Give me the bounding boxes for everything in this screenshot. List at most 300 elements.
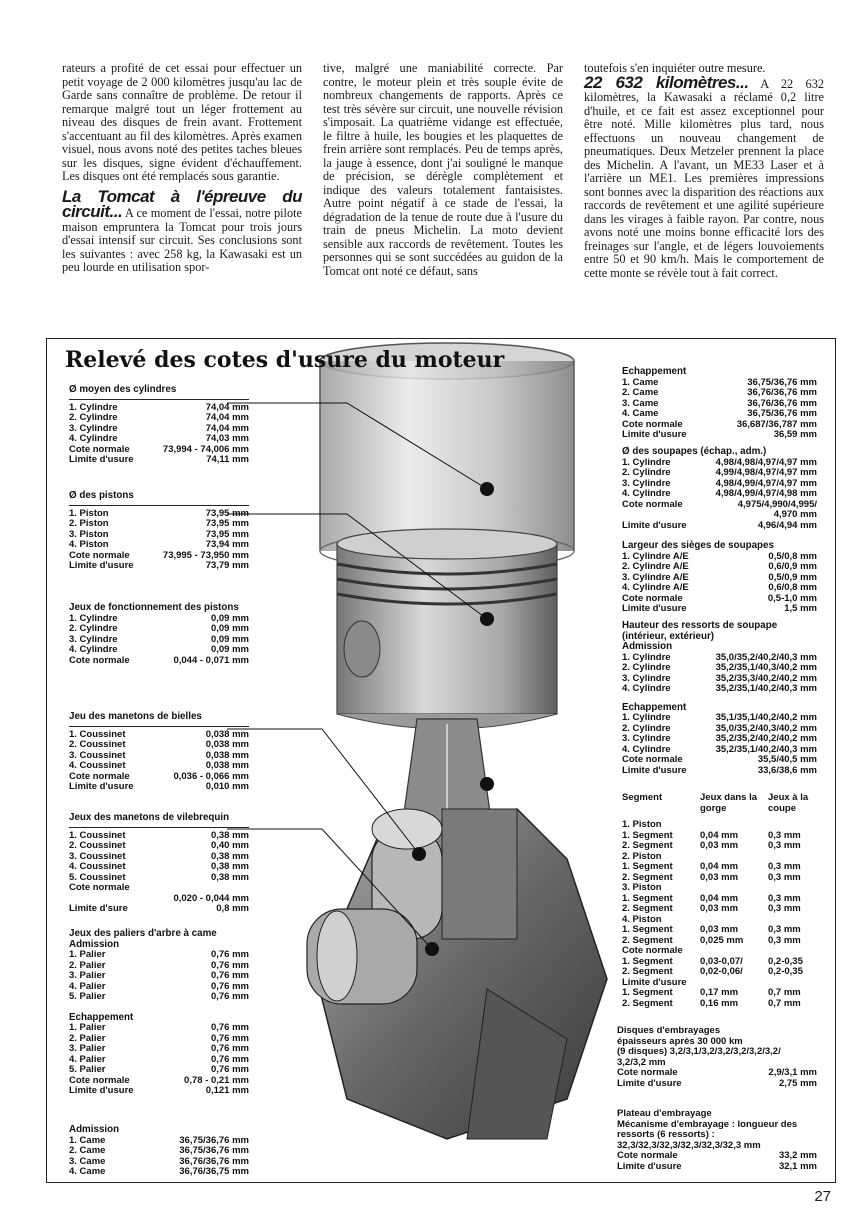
row-cell: 0,04 mm	[700, 892, 739, 904]
row-label: 4. Cylindre	[622, 743, 671, 755]
wear-table-box	[46, 338, 836, 1183]
row-cell: 0,3 mm	[768, 871, 801, 883]
row-label: 4. Piston	[69, 539, 109, 550]
article-text: A 22 632 kilomètres, la Kawasaki a réclamé 0,2 litre d'huile, et ce fait est assez exceptionnel pour être noté. Mille kilomètres plus tard, nous effectuons un nouveau changement de pneumatiques. Deux Metzeler prennent la place des Michelin. A l'avant, un ME33 Laser et à l'arrière un ME1. Les premières impressions sont bonnes avec la disparition des réactions aux raccords de revêtement et une agilité supérieure dans les virages à faible rayon. Par contre, nous avons noté une moins bonne efficacité lors des freinages sur l'angle, et de légers louvoiements entre 50 et 90 km/h. Mais le comportement de cette monte se révèle tout à fait correct.	[584, 76, 824, 280]
row-cell: 0,04 mm	[700, 861, 739, 872]
section-title: Echappement	[622, 366, 687, 377]
divider	[69, 726, 249, 727]
row-value: 74,11 mm	[206, 454, 249, 465]
table-row	[622, 755, 817, 766]
row-label: 3. Cylindre	[69, 633, 118, 645]
row-value: 0,010 mm	[205, 781, 249, 792]
pistons-section	[69, 491, 249, 572]
table-row	[69, 624, 249, 635]
row-value: 0,76 mm	[210, 1022, 249, 1033]
row-value: 35,5/40,5 mm	[757, 754, 817, 765]
table-row	[622, 562, 817, 573]
row-label: 3. Coussinet	[69, 850, 126, 862]
row-cell: 3. Piston	[622, 882, 662, 893]
cam-exhaust-rows	[622, 378, 817, 441]
table-row	[69, 519, 249, 530]
table-row	[622, 489, 817, 500]
row-label: 2. Piston	[69, 518, 109, 529]
subsection-title: Admission	[622, 641, 673, 652]
row-value: 4,96/4,94 mm	[757, 519, 817, 531]
table-row	[69, 1086, 249, 1097]
row-label: 5. Coussinet	[69, 871, 126, 883]
row-value: 0,038 mm	[205, 728, 249, 740]
row-cell: 0,03 mm	[700, 924, 739, 935]
article-column-2	[323, 62, 563, 278]
row-cell: 0,03-0,07/	[700, 955, 743, 967]
row-cell: 0,16 mm	[700, 997, 739, 1009]
table-row	[69, 455, 249, 466]
row-value: 4,98/4,99/4,97/4,97 mm	[715, 477, 817, 489]
table-row	[617, 1162, 817, 1173]
row-value: 0,6/0,8 mm	[768, 582, 817, 593]
row-label: 5. Palier	[69, 991, 106, 1002]
row-label: 1. Cylindre	[69, 612, 118, 624]
row-label: 1. Cylindre	[69, 401, 118, 413]
row-value: 36,75/36,76 mm	[179, 1145, 249, 1156]
crank-journal-rows	[69, 831, 249, 915]
row-label: 3. Cylindre	[622, 733, 671, 744]
table-row	[69, 883, 249, 894]
row-value: 0,76 mm	[210, 1064, 249, 1075]
row-cell: 0,3 mm	[768, 934, 801, 946]
row-value: 36,687/36,787 mm	[736, 418, 817, 430]
table-row	[69, 740, 249, 751]
row-value: 73,95 mm	[205, 507, 249, 519]
row-label: 5. Palier	[69, 1064, 106, 1075]
rings-col-groove: Jeux dans la gorge	[700, 792, 758, 814]
table-row	[622, 468, 817, 479]
valve-seats-rows	[622, 552, 817, 615]
clutch-discs-line: épaisseurs après 30 000 km	[617, 1035, 743, 1047]
row-cell	[768, 946, 824, 957]
row-cell: 1. Segment	[622, 892, 673, 904]
row-cell: 2. Segment	[622, 997, 673, 1009]
row-label: 2. Cylindre	[622, 722, 671, 734]
row-label: 1. Cylindre	[622, 712, 671, 723]
table-row	[622, 734, 817, 745]
row-cell	[768, 883, 824, 894]
row-cell: 4. Piston	[622, 913, 662, 925]
table-row	[69, 782, 249, 793]
table-row	[69, 656, 249, 667]
section-title: Jeu des manetons de bielles	[69, 711, 202, 722]
row-value: 1,5 mm	[784, 603, 817, 614]
row-value: 4,98/4,98/4,97/4,97 mm	[715, 456, 817, 468]
row-value: 73,79 mm	[205, 560, 249, 571]
table-row	[69, 540, 249, 551]
row-cell: 0,04 mm	[700, 829, 739, 841]
clutch-discs-line: Disques d'embrayages	[617, 1025, 721, 1036]
subsection-title: Echappement	[622, 701, 687, 713]
row-label: Limite d'usure	[622, 764, 687, 776]
row-value: 0,121 mm	[205, 1085, 249, 1096]
table-row	[622, 766, 817, 777]
row-value: 0,38 mm	[210, 871, 249, 883]
rings-header	[622, 793, 827, 814]
row-cell	[700, 883, 768, 894]
row-value: 0,038 mm	[205, 749, 249, 761]
row-cell: Limite d'usure	[622, 976, 687, 988]
table-row	[622, 388, 817, 399]
cylinders-rows	[69, 403, 249, 466]
table-row	[622, 946, 827, 957]
table-row	[622, 510, 817, 521]
row-value: 73,95 mm	[205, 528, 249, 540]
row-label: Cote normale	[622, 498, 683, 510]
table-row	[69, 1167, 249, 1178]
row-label: 2. Palier	[69, 1032, 106, 1044]
row-value: 0,76 mm	[210, 1032, 249, 1044]
divider	[69, 505, 249, 506]
piston-rings-section	[622, 793, 827, 1009]
row-value: 0,76 mm	[210, 1053, 249, 1065]
clutch-plate-section	[617, 1109, 817, 1172]
row-value: 0,38 mm	[210, 861, 249, 872]
article-paragraph: toutefois s'en inquiéter outre mesure.	[584, 61, 766, 75]
row-label: 4. Cylindre	[622, 488, 671, 499]
row-label: 2. Coussinet	[69, 739, 126, 750]
row-label: 1. Piston	[69, 507, 109, 519]
table-row	[622, 988, 827, 999]
row-label: Cote normale	[622, 592, 683, 604]
camshaft-bearing-intake-rows	[69, 950, 249, 1003]
section-title: Jeux des manetons de vilebrequin	[69, 812, 230, 823]
row-value: 35,0/35,2/40,3/40,2 mm	[715, 722, 817, 734]
row-label: Limite d'sure	[69, 903, 128, 914]
row-value: 36,75/36,76 mm	[747, 408, 817, 419]
row-label: 3. Came	[69, 1155, 106, 1167]
row-value: 36,76/36,76 mm	[747, 397, 817, 409]
table-row	[622, 967, 827, 978]
table-row	[622, 604, 817, 615]
row-value: 36,75/36,76 mm	[179, 1134, 249, 1146]
row-label: 2. Palier	[69, 959, 106, 971]
row-value: 36,76/36,76 mm	[179, 1155, 249, 1167]
row-value: 32,1 mm	[778, 1160, 817, 1172]
cam-intake-rows	[69, 1136, 249, 1178]
table-row	[69, 561, 249, 572]
section-title: Hauteur des ressorts de soupape (intérieur, extérieur)	[622, 620, 778, 642]
table-row	[622, 999, 827, 1010]
row-label: 2. Cylindre	[622, 662, 671, 673]
row-label: 1. Cylindre	[622, 456, 671, 468]
row-label: 2. Came	[622, 387, 659, 398]
row-cell: 0,7 mm	[768, 997, 801, 1009]
row-value: 0,038 mm	[205, 739, 249, 750]
row-value: 35,2/35,3/40,2/40,2 mm	[715, 672, 817, 684]
row-label: 3. Coussinet	[69, 749, 126, 761]
row-value: 0,5-1,0 mm	[767, 592, 817, 604]
divider	[69, 399, 249, 400]
row-cell	[700, 946, 768, 957]
row-value: 35,2/35,1/40,3/40,2 mm	[715, 662, 817, 673]
article-paragraph	[584, 72, 824, 281]
rings-col-segment: Segment	[622, 792, 663, 803]
table-row	[622, 841, 827, 852]
row-value: 0,40 mm	[210, 840, 249, 851]
table-row	[622, 684, 817, 695]
clutch-plate-line: Mécanisme d'embrayage : longueur des	[617, 1118, 798, 1130]
row-label: 1. Coussinet	[69, 829, 126, 841]
row-value: 36,59 mm	[773, 429, 817, 440]
row-value: 74,04 mm	[205, 412, 249, 423]
table-row	[622, 430, 817, 441]
row-label: Limite d'usure	[622, 603, 687, 614]
conrod-journal-section	[69, 712, 249, 793]
row-label: Limite d'usure	[617, 1077, 682, 1089]
clutch-discs-rows	[617, 1068, 817, 1089]
row-value: 36,76/36,75 mm	[179, 1166, 249, 1177]
row-value: 0,76 mm	[210, 991, 249, 1002]
row-label: 2. Cylindre	[622, 467, 671, 478]
table-row	[69, 950, 249, 961]
section-title: Ø des soupapes (échap., adm.)	[622, 446, 767, 457]
row-label: 2. Cylindre	[69, 623, 118, 634]
table-row	[69, 904, 249, 915]
valves-section	[622, 447, 817, 531]
article-text: A ce moment de l'essai, notre pilote maison emprunterа la Tomcat pour trois jours d'essai intensif sur circuit. Ses conclusions sont les suivantes : avec 258 kg, la Kawasaki est un peu lourde en utilisation spor-	[62, 206, 302, 274]
row-cell: 1. Segment	[622, 829, 673, 841]
camshaft-bearing-exhaust-rows	[69, 1023, 249, 1097]
valve-springs-section	[622, 621, 817, 776]
table-row	[622, 904, 827, 915]
rings-col-gap: Jeux à la coupe	[768, 792, 809, 814]
table-title: Relevé des cotes d'usure du moteur	[65, 347, 505, 373]
table-row	[69, 841, 249, 852]
row-label: 1. Came	[69, 1134, 106, 1146]
clutch-plate-line: 32,3/32,3/32,3/32,3/32,3/32,3 mm	[617, 1139, 761, 1151]
row-value: 0,09 mm	[210, 644, 249, 655]
row-label: 4. Came	[622, 408, 659, 419]
row-value: 0,038 mm	[205, 760, 249, 771]
conrod-journal-rows	[69, 730, 249, 793]
row-cell: 0,3 mm	[768, 861, 801, 872]
row-label: 2. Cylindre	[69, 412, 118, 423]
valve-springs-exhaust-rows	[622, 713, 817, 776]
row-value: 35,0/35,2/40,2/40,3 mm	[715, 651, 817, 663]
divider	[69, 827, 249, 828]
row-value: 73,95 mm	[205, 518, 249, 529]
row-value: 36,76/36,76 mm	[747, 387, 817, 398]
row-value: 0,8 mm	[216, 903, 249, 914]
row-value: 73,995 - 73,950 mm	[162, 549, 249, 561]
table-row	[69, 761, 249, 772]
section-heading: La Tomcat à l'épreuve du circuit...	[62, 186, 302, 221]
row-cell: 1. Segment	[622, 987, 673, 998]
row-value: 0,76 mm	[210, 959, 249, 971]
row-label: 3. Palier	[69, 970, 106, 981]
row-label: 4. Cylindre A/E	[622, 582, 689, 593]
row-cell: 0,03 mm	[700, 871, 739, 883]
row-cell: 0,025 mm	[700, 934, 744, 946]
row-label: 1. Came	[622, 376, 659, 388]
piston-clearance-rows	[69, 614, 249, 667]
row-cell: 0,2-0,35	[768, 955, 803, 967]
row-cell: 2. Segment	[622, 966, 673, 977]
row-value: 0,044 - 0,071 mm	[173, 654, 249, 666]
row-value: 0,78 - 0,21 mm	[184, 1074, 249, 1086]
row-cell: 0,3 mm	[768, 840, 801, 851]
valves-rows	[622, 458, 817, 532]
row-value: 33,6/38,6 mm	[757, 764, 817, 776]
row-label: 1. Palier	[69, 949, 106, 960]
valve-seats-section	[622, 541, 817, 615]
row-value: 33,2 mm	[778, 1150, 817, 1161]
row-cell: 2. Segment	[622, 903, 673, 914]
table-row	[622, 583, 817, 594]
row-label: Limite d'usure	[69, 560, 134, 571]
row-value: 0,09 mm	[210, 623, 249, 634]
row-label: Limite d'usure	[69, 781, 134, 792]
row-label: Limite d'usure	[622, 429, 687, 440]
row-cell: 2. Segment	[622, 840, 673, 851]
table-row	[69, 862, 249, 873]
row-label: Limite d'usure	[69, 454, 134, 465]
row-label: 4. Came	[69, 1166, 106, 1177]
row-label: 4. Cylindre	[69, 644, 118, 655]
table-row	[69, 992, 249, 1003]
row-cell: 2. Segment	[622, 934, 673, 946]
row-value: 0,6/0,9 mm	[768, 561, 817, 572]
cylinders-section	[69, 385, 249, 466]
table-row	[617, 1151, 817, 1162]
row-label: 4. Cylindre	[69, 433, 118, 444]
row-value: 2,75 mm	[778, 1077, 817, 1089]
row-value: 0,09 mm	[210, 612, 249, 624]
row-value: 73,94 mm	[205, 539, 249, 550]
table-row	[69, 971, 249, 982]
rings-rows	[622, 820, 827, 1009]
row-cell: 1. Piston	[622, 819, 662, 830]
clutch-plate-rows	[617, 1151, 817, 1172]
subsection-title: Admission	[69, 938, 120, 950]
row-label: 4. Palier	[69, 1053, 106, 1065]
row-value: 35,1/35,1/40,2/40,2 mm	[715, 712, 817, 723]
row-value: 0,76 mm	[210, 980, 249, 992]
article-paragraph: tive, malgré une maniabilité correcte. Par contre, le moteur plein et très souple évite de nombreux changements de rapports. Après ce test très sévère sur circuit, une nouvelle révision s'imposait. La quatrième vidange est effectuée, le filtre à huile, les bougies et les plaquettes de frein arrière sont remplacés. Peu de temps après, la jauge à essence, dont j'ai souligné le manque de précision, se dérègle complètement et indique des valeurs totalement fantaisistes. Autre point négatif à ce stade de l'essai, la dégradation de la tenue de route due à l'usure du train de pneus Michelin. La moto devient sensible aux raccords de revêtement. Toutes les personnes qui se sont succédées au guidon de la Tomcat ont noté ce défaut, sans	[323, 61, 563, 278]
row-label: Cote normale	[622, 418, 683, 430]
row-label: Cote normale	[69, 443, 130, 455]
row-cell: 2. Segment	[622, 871, 673, 883]
row-value: 35,2/35,1/40,2/40,3 mm	[715, 683, 817, 694]
row-label: Cote normale	[622, 754, 683, 765]
row-value: 73,994 - 74,006 mm	[162, 443, 249, 455]
table-row	[617, 1068, 817, 1079]
row-label: 1. Cylindre	[622, 651, 671, 663]
row-label: Cote normale	[69, 770, 130, 782]
row-cell: 1. Segment	[622, 861, 673, 872]
table-row	[622, 713, 817, 724]
table-row	[69, 434, 249, 445]
piston-clearance-section	[69, 603, 249, 666]
table-row	[622, 521, 817, 532]
row-value: 35,2/35,1/40,2/40,3 mm	[715, 743, 817, 755]
row-label: Limite d'usure	[617, 1160, 682, 1172]
row-label: Limite d'usure	[622, 519, 687, 531]
pistons-rows	[69, 509, 249, 572]
clutch-discs-line: (9 disques) 3,2/3,1/3,2/3,2/3,2/3,2/3,2/	[617, 1046, 781, 1057]
section-title: Admission	[69, 1124, 120, 1135]
row-label: Cote normale	[617, 1150, 678, 1161]
section-title: Jeux de fonctionnement des pistons	[69, 602, 239, 613]
row-value: 0,036 - 0,066 mm	[173, 770, 249, 782]
row-label: 1. Palier	[69, 1022, 106, 1033]
row-value: 74,03 mm	[205, 433, 249, 444]
row-label: 4. Cylindre	[622, 683, 671, 694]
clutch-discs-section	[617, 1026, 817, 1089]
row-label: 1. Cylindre A/E	[622, 550, 689, 562]
row-label: Cote normale	[617, 1067, 678, 1078]
row-label: 3. Cylindre	[622, 477, 671, 489]
row-value: 0,020 - 0,044 mm	[173, 892, 249, 904]
table-row	[69, 1146, 249, 1157]
table-row	[69, 645, 249, 656]
row-label: 3. Came	[622, 397, 659, 409]
row-value: 4,975/4,990/4,995/	[737, 498, 817, 510]
row-label: 1. Coussinet	[69, 728, 126, 740]
row-value: 4,99/4,98/4,97/4,97 mm	[715, 467, 817, 478]
row-value: 0,76 mm	[210, 949, 249, 960]
table-row	[622, 820, 827, 831]
row-cell: 0,3 mm	[768, 829, 801, 841]
row-label: 2. Came	[69, 1145, 106, 1156]
row-value: 4,970 mm	[773, 509, 817, 520]
row-label: 3. Cylindre	[622, 672, 671, 684]
valve-springs-intake-rows	[622, 653, 817, 695]
row-label: Cote normale	[69, 882, 130, 893]
row-cell: 0,03 mm	[700, 840, 739, 851]
crank-journal-section	[69, 813, 249, 915]
cam-exhaust-section	[622, 367, 817, 441]
row-value: 74,04 mm	[205, 422, 249, 434]
subsection-title: Echappement	[69, 1011, 134, 1023]
page-number: 27	[814, 1188, 831, 1205]
table-row	[622, 409, 817, 420]
row-label: 3. Cylindre	[69, 422, 118, 434]
article-paragraph: rateurs a profité de cet essai pour effectuer un petit voyage de 2 000 kilomètres jusqu'au lac de Garde sans connaître de problème. De retour il remarque malgré tout un léger frottement au niveau des disques de frein avant. Frottement s'accentuant au fil des kilomètres. Après examen visuel, nous avons noté des petites taches bleues sur les disques, signe évident d'échauffement. Les disques ont été remplacés sous garantie.	[62, 61, 302, 183]
row-label: 2. Coussinet	[69, 840, 126, 851]
table-row	[69, 1044, 249, 1055]
row-cell	[700, 820, 768, 831]
article-column-3	[584, 62, 824, 280]
table-row	[622, 663, 817, 674]
section-heading: 22 632 kilomètres...	[584, 72, 749, 92]
row-label: 3. Piston	[69, 528, 109, 540]
row-cell: 0,3 mm	[768, 892, 801, 904]
cam-intake-section	[69, 1125, 249, 1178]
row-value: 0,76 mm	[210, 970, 249, 981]
row-value: 35,2/35,2/40,2/40,2 mm	[715, 733, 817, 744]
camshaft-bearing-section	[69, 929, 249, 1097]
row-value: 0,76 mm	[210, 1043, 249, 1054]
row-value: 0,5/0,9 mm	[768, 571, 817, 583]
section-title: Ø moyen des cylindres	[69, 384, 177, 395]
row-label: Limite d'usure	[69, 1085, 134, 1096]
row-value: 74,04 mm	[205, 401, 249, 413]
section-title: Ø des pistons	[69, 490, 134, 501]
section-title: Jeux des paliers d'arbre à came	[69, 928, 217, 939]
row-value: 0,38 mm	[210, 850, 249, 862]
row-cell: 2. Piston	[622, 850, 662, 862]
row-label: Cote normale	[69, 549, 130, 561]
row-value: 4,98/4,99/4,97/4,98 mm	[715, 488, 817, 499]
clutch-plate-line: Plateau d'embrayage	[617, 1108, 712, 1119]
